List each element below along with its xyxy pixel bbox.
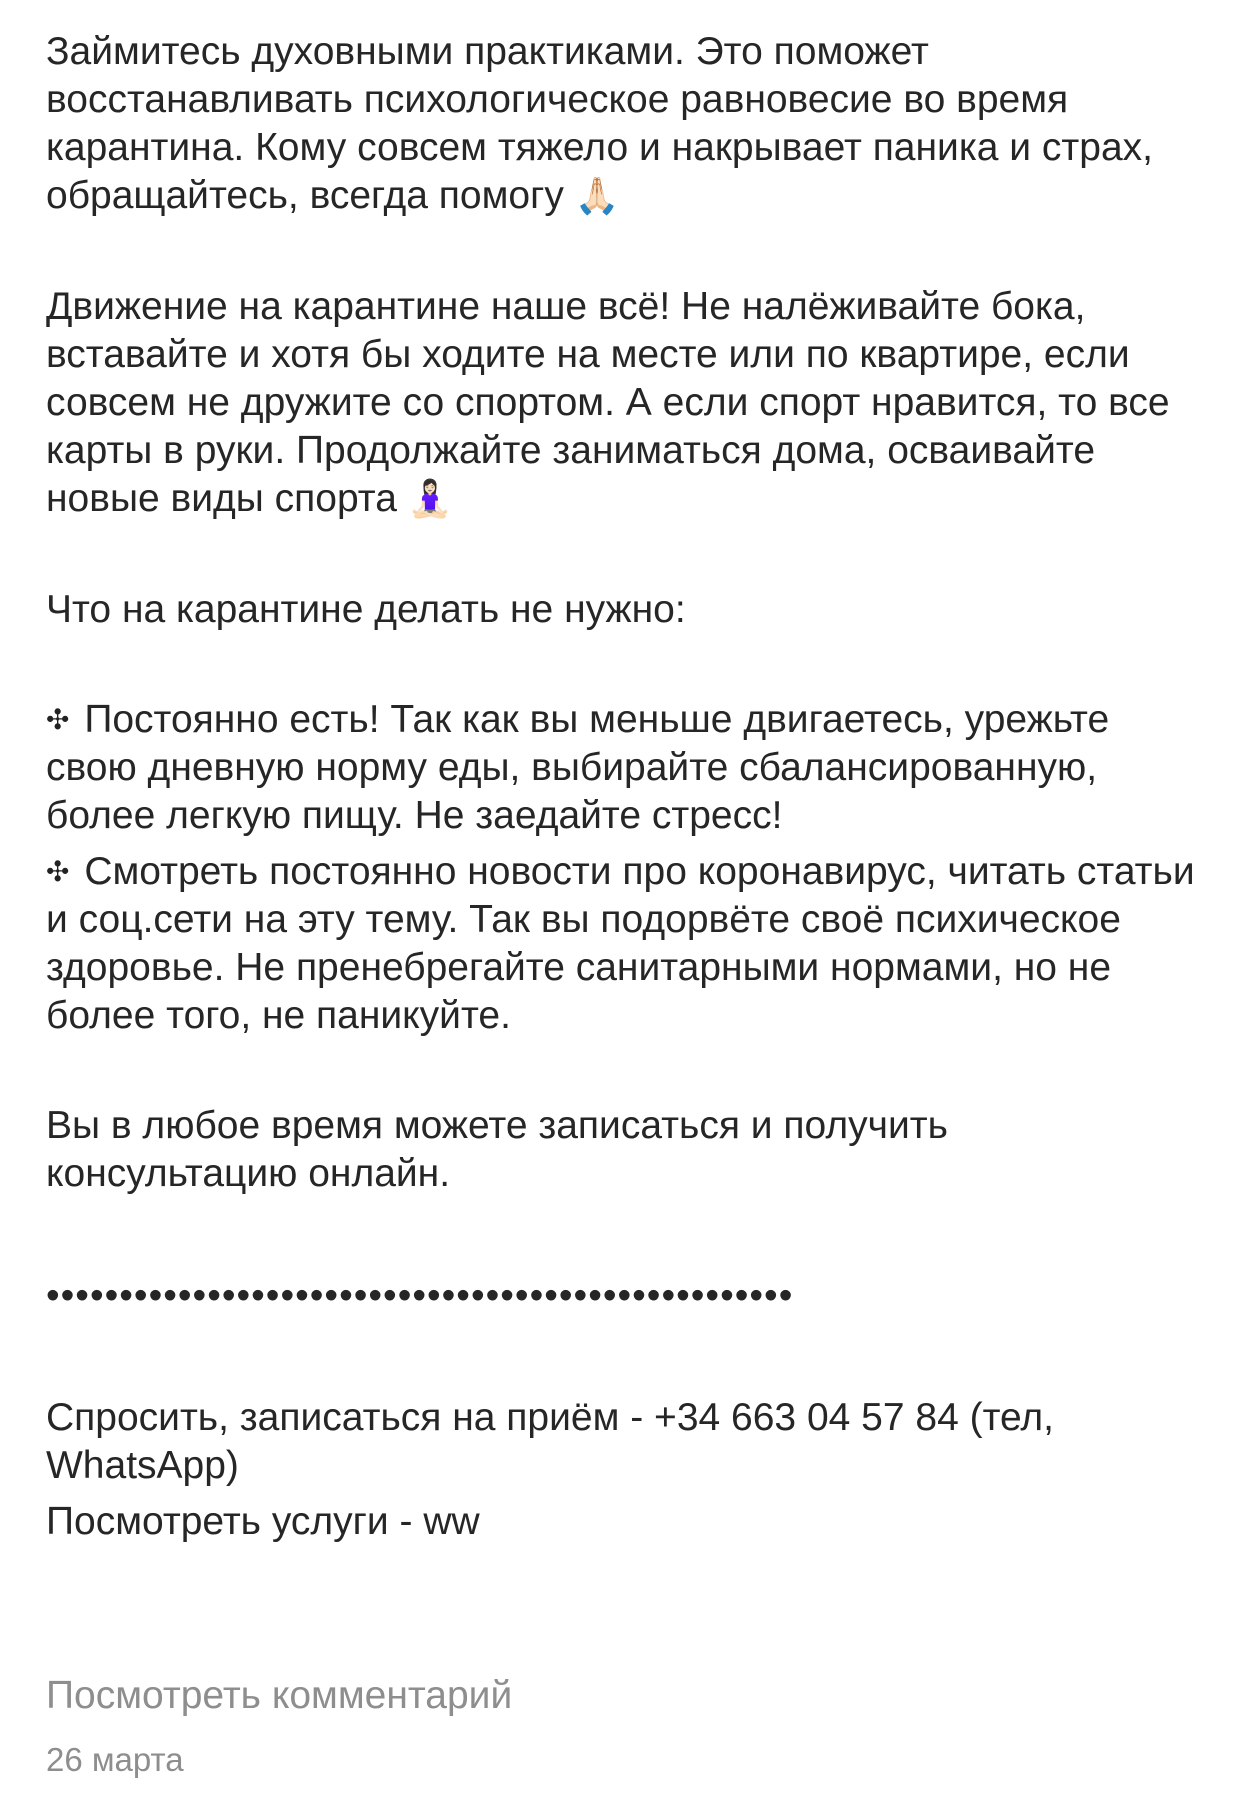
caption-bullet-item-news	[46, 848, 1206, 1040]
caption-text: Займитесь духовными практиками. Это поможет восстанавливать психологическое равновесие во время карантина. Кому совсем тяжело и накрывает паника и страх, обращайтесь, всегда помогу	[46, 30, 1153, 217]
caption-text: Что на карантине делать не нужно:	[46, 588, 686, 631]
caption-text: Смотреть постоянно новости про коронавирус, читать статьи и соц.сети на эту тему. Так вы подорвёте своё психическое здоровье. Не пренебрегайте санитарными нормами, но не более того, не паникуйте.	[46, 850, 1195, 1037]
four-point-star-bullet-icon: ✣	[46, 703, 70, 736]
caption-text: Постоянно есть! Так как вы меньше двигаетесь, урежьте свою дневную норму еды, выбирайте сбалансированную, более легкую пищу. Не заедайте стресс!	[46, 698, 1110, 837]
caption-paragraph-consultation	[46, 1102, 1206, 1198]
contact-block	[46, 1394, 1206, 1546]
caption-text: Движение на карантине наше всё! Не налёживайте бока, вставайте и хотя бы ходите на месте или по квартире, если совсем не дружите со спортом. А если спорт нравится, то все карты в руки. Продолжайте заниматься дома, осваивайте новые виды спорта	[46, 285, 1170, 520]
lotus-position-emoji-icon: 🧘🏻‍♀️	[407, 479, 453, 520]
post-date: 26 марта	[46, 1741, 184, 1778]
services-line: Посмотреть услуги - ww	[46, 1500, 480, 1543]
praying-hands-emoji-icon: 🙏🏻	[574, 176, 620, 217]
caption-paragraph-spiritual	[46, 28, 1206, 221]
caption-paragraph-dont-list-heading	[46, 586, 1206, 634]
four-point-star-bullet-icon: ✣	[46, 855, 70, 888]
caption-bullet-item-eating	[46, 696, 1206, 840]
caption-paragraph-movement	[46, 283, 1206, 524]
post-caption	[46, 28, 1206, 1546]
dotted-separator: •••••••••••••••••••••••••••••••••••••••••••••••••••	[46, 1274, 794, 1317]
caption-text: Вы в любое время можете записаться и получить консультацию онлайн.	[46, 1104, 948, 1195]
view-comments-link[interactable]: Посмотреть комментарий	[46, 1674, 513, 1717]
contact-phone-line: Спросить, записаться на приём - +34 663 04 57 84 (тел, WhatsApp)	[46, 1396, 1055, 1487]
